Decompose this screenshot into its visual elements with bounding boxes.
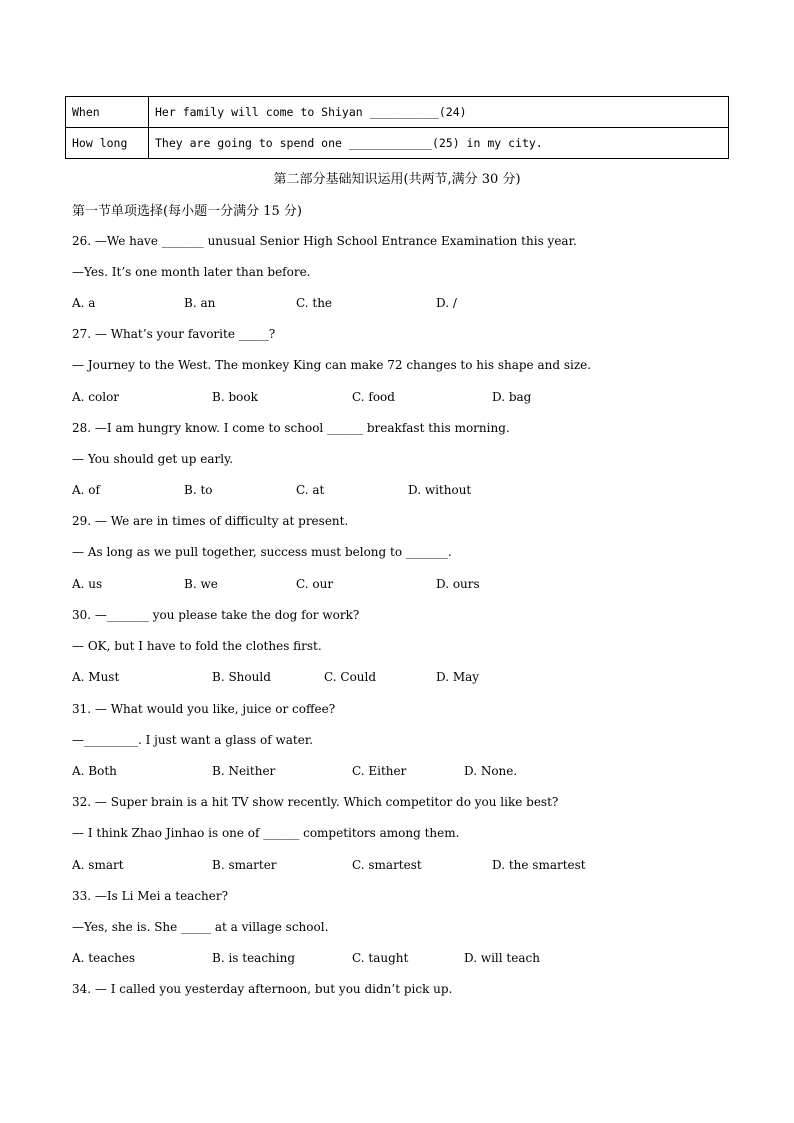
option-d[interactable]: D. ours bbox=[436, 577, 480, 591]
option-a[interactable]: A. a bbox=[72, 296, 96, 310]
option-a[interactable]: A. Both bbox=[72, 764, 117, 778]
answer-line: —Yes, she is. She _____ at a village school. bbox=[72, 920, 329, 934]
option-b[interactable]: B. smarter bbox=[212, 858, 277, 872]
option-c[interactable]: C. the bbox=[296, 296, 333, 310]
table-row bbox=[66, 97, 729, 128]
option-a[interactable]: A. Must bbox=[72, 670, 120, 684]
option-c[interactable]: C. Either bbox=[352, 764, 407, 778]
question-line: 32. — Super brain is a hit TV show recently. Which competitor do you like best? bbox=[72, 795, 559, 809]
option-b[interactable]: B. Neither bbox=[212, 764, 276, 778]
option-d[interactable]: D. bag bbox=[492, 390, 532, 404]
question-line: 30. —_______ you please take the dog for work? bbox=[72, 608, 360, 622]
question-line: 29. — We are in times of difficulty at present. bbox=[72, 514, 349, 528]
option-c[interactable]: C. taught bbox=[352, 951, 409, 965]
option-b[interactable]: B. an bbox=[184, 296, 216, 310]
option-b[interactable]: B. to bbox=[184, 483, 213, 497]
answer-line: —Yes. It’s one month later than before. bbox=[72, 265, 311, 279]
option-c[interactable]: C. smartest bbox=[352, 858, 422, 872]
option-a[interactable]: A. color bbox=[72, 390, 120, 404]
option-b[interactable]: B. we bbox=[184, 577, 218, 591]
question-line: 33. —Is Li Mei a teacher? bbox=[72, 889, 229, 903]
option-d[interactable]: D. the smartest bbox=[492, 858, 586, 872]
answer-line: — Journey to the West. The monkey King can make 72 changes to his shape and size. bbox=[72, 358, 592, 372]
option-c[interactable]: C. our bbox=[296, 577, 334, 591]
table-value: Her family will come to Shiyan __________(24) bbox=[149, 97, 729, 128]
table-key: When bbox=[66, 97, 149, 128]
option-c[interactable]: C. at bbox=[296, 483, 325, 497]
section-title: 第一节单项选择(每小题一分满分 15 分) bbox=[72, 204, 302, 219]
option-c[interactable]: C. food bbox=[352, 390, 395, 404]
table-row bbox=[66, 128, 729, 159]
answer-line: — As long as we pull together, success must belong to _______. bbox=[72, 545, 452, 559]
question-line: 31. — What would you like, juice or coffee? bbox=[72, 702, 336, 716]
option-d[interactable]: D. None. bbox=[464, 764, 518, 778]
option-b[interactable]: B. Should bbox=[212, 670, 271, 684]
option-a[interactable]: A. teaches bbox=[72, 951, 136, 965]
option-d[interactable]: D. May bbox=[436, 670, 480, 684]
part-title: 第二部分基础知识运用(共两节,满分 30 分) bbox=[273, 172, 521, 187]
question-line: 28. —I am hungry know. I come to school ______ breakfast this morning. bbox=[72, 421, 510, 435]
answer-line: — I think Zhao Jinhao is one of ______ competitors among them. bbox=[72, 826, 460, 840]
answer-line: —_________. I just want a glass of water. bbox=[72, 733, 314, 747]
info-table bbox=[65, 96, 729, 159]
option-b[interactable]: B. book bbox=[212, 390, 258, 404]
option-d[interactable]: D. / bbox=[436, 296, 457, 310]
option-d[interactable]: D. will teach bbox=[464, 951, 540, 965]
option-c[interactable]: C. Could bbox=[324, 670, 377, 684]
option-a[interactable]: A. smart bbox=[72, 858, 124, 872]
table-value: They are going to spend one ____________(25) in my city. bbox=[149, 128, 729, 159]
option-b[interactable]: B. is teaching bbox=[212, 951, 296, 965]
question-line: 26. —We have _______ unusual Senior High School Entrance Examination this year. bbox=[72, 234, 577, 248]
option-d[interactable]: D. without bbox=[408, 483, 472, 497]
option-a[interactable]: A. us bbox=[72, 577, 103, 591]
option-a[interactable]: A. of bbox=[72, 483, 100, 497]
answer-line: — You should get up early. bbox=[72, 452, 234, 466]
answer-line: — OK, but I have to fold the clothes first. bbox=[72, 639, 322, 653]
question-line: 34. — I called you yesterday afternoon, but you didn’t pick up. bbox=[72, 982, 453, 996]
table-key: How long bbox=[66, 128, 149, 159]
question-line: 27. — What’s your favorite _____? bbox=[72, 327, 276, 341]
